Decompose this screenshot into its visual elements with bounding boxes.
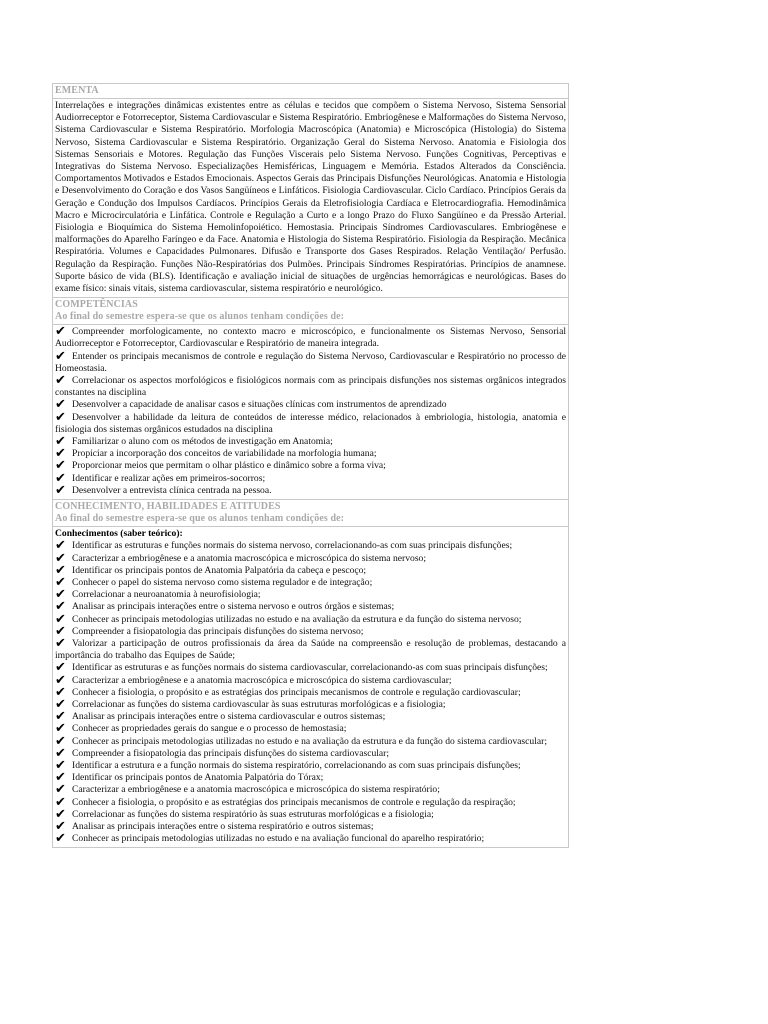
check-mark-icon: ✔ [55,660,66,676]
list-item [55,784,566,796]
list-item-text: Identificar as estruturas e as funções normais do sistema cardiovascular, correlacionando-as com suas principais disfunções; [72,662,548,674]
list-item-text: Propiciar a incorporação dos conceitos de variabilidade na morfologia humana; [72,448,377,460]
list-item [55,662,566,674]
list-item-text: Identificar a estrutura e a função normais do sistema respiratório, correlacionando as com suas principais disfunções; [72,759,521,771]
check-mark-icon: ✔ [55,409,66,425]
list-item-text: Correlacionar as funções do sistema respiratório às suas estruturas morfológicas e a fisiologia; [72,808,434,820]
list-item-text: Desenvolver a capacidade de analisar casos e situações clínicas com instrumentos de aprendizado [72,399,447,411]
list-item [55,589,566,601]
list-item-text: Correlacionar os aspectos morfológicos e fisiológicos normais com as principais disfunções nos sistemas orgânicos integrados constantes na disciplina [55,375,566,399]
check-mark-icon: ✔ [55,794,66,810]
list-item [55,348,566,375]
list-item-text: Correlacionar as funções do sistema cardiovascular às suas estruturas morfológicas e a fisiologia; [72,698,446,710]
check-mark-icon: ✔ [55,721,66,737]
list-item-text: Compreender a fisiopatologia das principais disfunções do sistema cardiovascular; [72,747,390,759]
check-mark-icon: ✔ [55,446,66,462]
syllabus-table [52,83,569,848]
list-item [55,399,566,411]
list-item [55,635,566,662]
list-item-text: Identificar os principais pontos de Anatomia Palpatória do Tórax; [72,772,324,784]
check-mark-icon: ✔ [55,733,66,749]
list-item-text: Conhecer a fisiologia, o propósito e as estratégias dos principais mecanismos de controle e regulação cardiovascular; [72,686,521,698]
conhecimento-subtitle: Ao final do semestre espera-se que os alunos tenham condições de: [55,513,345,525]
list-item-text: Caracterizar a embriogênese e a anatomia macroscópica e microscópica do sistema cardiovascular; [72,674,452,686]
list-item-text: Conhecer as principais metodologias utilizadas no estudo e na avaliação da estrutura e da função do sistema cardiovascular; [72,735,547,747]
list-item-text: Identificar as estruturas e funções normais do sistema nervoso, correlacionando-as com suas principais disfunções; [72,540,513,552]
competencias-section [53,298,568,500]
list-item [55,757,566,773]
check-mark-icon: ✔ [55,782,66,798]
list-item-text: Compreender a fisiopatologia das principais disfunções do sistema nervoso; [72,625,364,637]
competencias-list [55,326,566,497]
list-item [55,696,566,712]
check-mark-icon: ✔ [55,831,66,847]
competencias-subtitle: Ao final do semestre espera-se que os alunos tenham condições de: [55,311,345,323]
conhecimento-section [53,500,568,847]
list-item-text: Conhecer as propriedades gerais do sangue e o processo de hemostasia; [72,723,347,735]
ementa-body [53,99,568,297]
list-item [55,833,566,845]
list-item-text: Valorizar a participação de outros profissionais da área da Saúde na compreensão e resolução de problemas, destacando a importância do trabalho das Equipes de Saúde; [55,637,566,662]
list-item-text: Caracterizar a embriogênese e a anatomia macroscópica e microscópica do sistema respiratório; [72,784,440,796]
list-item [55,733,566,749]
list-item-text: Conhecer as principais metodologias utilizadas no estudo e na avaliação funcional do aparelho respiratório; [72,833,485,845]
check-mark-icon: ✔ [55,434,66,450]
list-item [55,470,566,486]
list-item [55,562,566,578]
ementa-text: Interrelações e integrações dinâmicas existentes entre as células e tecidos que compõem o Sistema Nervoso, Sistema Sensorial Audiorreceptor e Fotorreceptor, Sistema Cardiovascular e Sistema Respiratório. Embriogênese e Malformações do Sistema Nervoso, Sistema Cardiovascular e Sistema Respiratório. Morfologia Macroscópica (Anatomia) e Microscópica (Histologia) do Sistema Nervoso, Sistema Cardiovascular e Sistema Respiratório. Organização Geral do Sistema Nervoso. Anatomia e Fisiologia dos Sistemas Sensoriais e Motores. Regulação das Funções Viscerais pelo Sistema Nervoso. Funções Cognitivas, Perceptivas e Integrativas do Sistema Nervoso. Especializações Hemisféricas, Linguagem e Memória. Estados Alterados da Consciência. Comportamentos Motivados e Estados Emocionais. Aspectos Gerais das Principais Disfunções Neurológicas. Anatomia e Histologia e Desenvolvimento do Coração e dos Vasos Sangüíneos e Linfáticos. Fisiologia Cardiovascular. Ciclo Cardíaco. Princípios Gerais da Geração e Condução dos Impulsos Cardíacos. Princípios Gerais da Eletrofisiologia Cardíaca e Eletrocardiografia. Hemodinâmica Macro e Microcirculatória e Linfática. Controle e Regulação a Curto e a longo Prazo do Fluxo Sangüíneo e da Pressão Arterial. Fisiologia e Bioquímica do Sistema Hemolinfopoiético. Hemostasia. Principais Síndromes Cardiovasculares. Embriogênese e malformações do Aparelho Faríngeo e da Face. Anatomia e Histologia do Sistema Respiratório. Fisiologia da Respiração. Mecânica Respiratória. Volumes e Capacidades Pulmonares. Difusão e Transporte dos Gases Respirados. Relação Ventilação/ Perfusão. Regulação da Respiração. Funções Não-Respiratórias dos Pulmões. Principais Síndromes Respiratórias. Princípios de anamnese. Suporte básico de vida (BLS). Identificação e avaliação inicial de situações de urgências hemorrágicas e neurológicas. Bases do exame físico: sinais vitais, sistema cardiovascular, sistema respiratório e neurológico. [55,100,566,295]
list-item [55,723,566,735]
check-mark-icon: ✔ [55,574,66,590]
list-item [55,745,566,761]
check-mark-icon: ✔ [55,611,66,627]
list-item [55,772,566,784]
check-mark-icon: ✔ [55,458,66,474]
check-mark-icon: ✔ [55,757,66,773]
list-item [55,672,566,688]
list-item-text: Desenvolver a entrevista clínica centrada na pessoa. [72,484,272,496]
list-item-text: Conhecer a fisiologia, o propósito e as estratégias dos principais mecanismos de controle e regulação da respiração; [72,796,516,808]
list-item [55,448,566,460]
list-item-text: Desenvolver a habilidade da leitura de conteúdos de interesse médico, relacionados à embriologia, histologia, anatomia e fisiologia dos sistemas orgânicos estudados na disciplina [55,411,566,435]
list-item [55,375,566,399]
list-item [55,550,566,566]
list-item [55,818,566,834]
check-mark-icon: ✔ [55,806,66,822]
list-item-text: Proporcionar meios que permitam o olhar plástico e dinâmico sobre a forma viva; [72,460,386,472]
list-item [55,806,566,822]
list-item [55,409,566,436]
check-mark-icon: ✔ [55,470,66,486]
check-mark-icon: ✔ [55,482,66,498]
list-item [55,794,566,810]
check-mark-icon: ✔ [55,672,66,688]
list-item [55,684,566,700]
check-mark-icon: ✔ [55,587,66,603]
list-item [55,611,566,627]
list-item-text: Entender os principais mecanismos de controle e regulação do Sistema Nervoso, Cardiovascular e Respiratório no processo de Homeostasia. [55,350,566,374]
check-mark-icon: ✔ [55,635,66,651]
list-item [55,574,566,590]
list-item-text: Identificar os principais pontos de Anatomia Palpatória da cabeça e pescoço; [72,564,367,576]
check-mark-icon: ✔ [55,623,66,639]
check-mark-icon: ✔ [55,562,66,578]
check-mark-icon: ✔ [55,684,66,700]
check-mark-icon: ✔ [55,599,66,615]
conhecimentos-list [55,540,566,845]
list-item [55,460,566,472]
list-item [55,540,566,552]
check-mark-icon: ✔ [55,818,66,834]
check-mark-icon: ✔ [55,348,66,364]
list-item-text: Analisar as principais interações entre o sistema nervoso e outros órgãos e sistemas; [72,601,395,613]
list-item [55,623,566,639]
list-item-text: Identificar e realizar ações em primeiros-socorros; [72,472,266,484]
check-mark-icon: ✔ [55,373,66,389]
list-item-text: Conhecer as principais metodologias utilizadas no estudo e na avaliação da estrutura e da função do sistema nervoso; [72,613,522,625]
check-mark-icon: ✔ [55,709,66,725]
list-item [55,436,566,448]
list-item [55,326,566,350]
list-item-text: Conhecer o papel do sistema nervoso como sistema regulador e de integração; [72,576,373,588]
list-item-text: Analisar as principais interações entre o sistema respiratório e outros sistemas; [72,820,374,832]
list-item-text: Caracterizar a embriogênese e a anatomia macroscópica e microscópica do sistema nervoso; [72,552,427,564]
list-item-text: Compreender morfologicamente, no contexto macro e microscópico, e funcionalmente os Sistemas Nervoso, Sensorial Audiorreceptor e Fotorreceptor, Cardiovascular e Respiratório de maneira integrada. [55,326,566,350]
competencias-title: COMPETÊNCIAS [55,299,138,311]
conhecimentos-group-title: Conhecimentos (saber teórico): [55,528,183,540]
conhecimento-heading [53,500,568,527]
list-item [55,482,566,498]
competencias-body [53,325,568,499]
list-item-text: Familiarizar o aluno com os métodos de investigação em Anatomia; [72,436,333,448]
competencias-heading [53,298,568,325]
check-mark-icon: ✔ [55,538,66,554]
check-mark-icon: ✔ [55,745,66,761]
check-mark-icon: ✔ [55,324,66,340]
list-item-text: Analisar as principais interações entre o sistema cardiovascular e outros sistemas; [72,711,386,723]
check-mark-icon: ✔ [55,696,66,712]
list-item-text: Correlacionar a neuroanatomia à neurofisiologia; [72,589,261,601]
conhecimento-body [53,527,568,847]
check-mark-icon: ✔ [55,550,66,566]
ementa-section [53,84,568,298]
check-mark-icon: ✔ [55,397,66,413]
conhecimento-title: CONHECIMENTO, HABILIDADES E ATITUDES [55,501,281,513]
ementa-heading: EMENTA [53,84,568,99]
list-item [55,711,566,723]
check-mark-icon: ✔ [55,770,66,786]
list-item [55,601,566,613]
